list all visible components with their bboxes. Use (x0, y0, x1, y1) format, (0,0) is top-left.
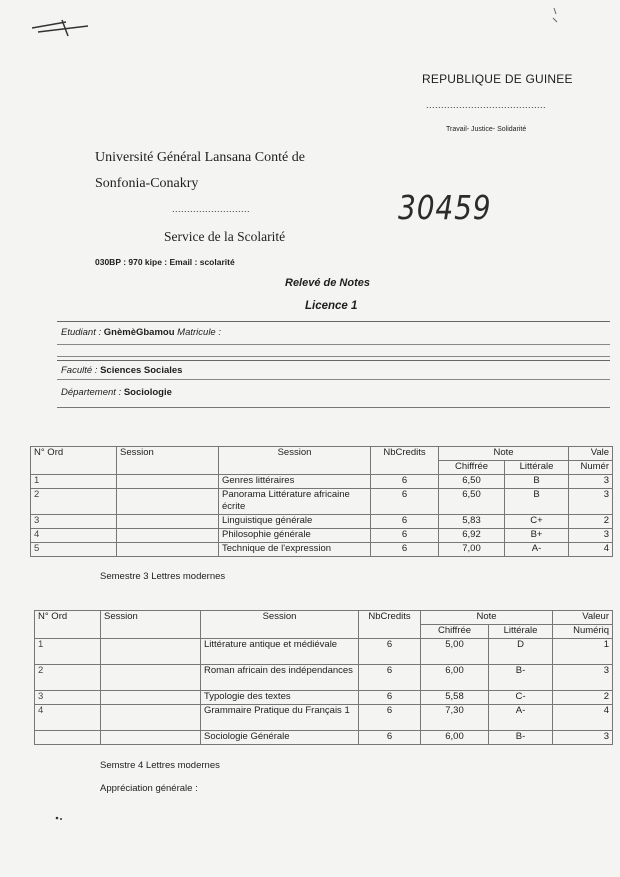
cell-letter: C+ (505, 515, 569, 529)
cell-session (101, 731, 201, 745)
cell-value: 3 (569, 475, 613, 489)
ink-speck (54, 814, 64, 822)
cell-credits: 6 (359, 665, 421, 691)
grades-table-semester-3 (30, 446, 613, 557)
university-name-line1: Université Général Lansana Conté de (95, 150, 305, 165)
header-note: Note (439, 447, 569, 461)
cell-letter: B (505, 475, 569, 489)
cell-course: Technique de l'expression (219, 543, 371, 557)
cell-num: 6,50 (439, 489, 505, 515)
student-name: GnèmèGbamou (103, 327, 175, 338)
document-title: Relevé de Notes (285, 277, 370, 289)
cell-num: 5,58 (421, 691, 489, 705)
cell-course: Genres littéraires (219, 475, 371, 489)
cell-ord: 1 (31, 475, 117, 489)
header-litterale: Littérale (489, 625, 553, 639)
cell-session (117, 543, 219, 557)
cell-value: 4 (569, 543, 613, 557)
header-value-1: Vale (569, 447, 613, 461)
student-box (57, 321, 610, 345)
cell-credits: 6 (371, 489, 439, 515)
header-ord: N° Ord (31, 447, 117, 475)
cell-value: 4 (553, 705, 613, 731)
cell-num: 6,50 (439, 475, 505, 489)
cell-credits: 6 (359, 691, 421, 705)
cell-session (101, 691, 201, 705)
contact-line: 030BP : 970 kipe : Email : scolarité (95, 257, 235, 267)
cell-value: 2 (569, 515, 613, 529)
motto: Travail- Justice- Solidarité (446, 126, 527, 133)
cell-credits: 6 (371, 529, 439, 543)
header-chiffree: Chiffrée (421, 625, 489, 639)
appreciation-label: Appréciation générale : (100, 783, 198, 794)
cell-ord: 2 (31, 489, 117, 515)
table-row (35, 691, 613, 705)
faculty-label: Faculté : (61, 365, 98, 376)
cell-value: 3 (553, 731, 613, 745)
table-row (31, 543, 613, 557)
header-credits: NbCredits (371, 447, 439, 475)
cell-session (101, 639, 201, 665)
service-name: Service de la Scolarité (164, 229, 286, 244)
header-value-2: Numériq (553, 625, 613, 639)
cell-letter: B (505, 489, 569, 515)
cell-ord: 4 (31, 529, 117, 543)
cell-credits: 6 (359, 731, 421, 745)
cell-course: Typologie des textes (201, 691, 359, 705)
cell-num: 6,92 (439, 529, 505, 543)
rule (57, 379, 610, 380)
cell-credits: 6 (359, 639, 421, 665)
cell-num: 6,00 (421, 731, 489, 745)
student-line (61, 327, 221, 338)
cell-credits: 6 (371, 515, 439, 529)
cell-course: Grammaire Pratique du Français 1 (201, 705, 359, 731)
cell-session (117, 489, 219, 515)
republic-heading: REPUBLIQUE DE GUINEE (422, 72, 573, 86)
department-label: Département : (61, 387, 122, 398)
table1-caption: Semestre 3 Lettres modernes (100, 571, 226, 582)
cell-value: 1 (553, 639, 613, 665)
cell-credits: 6 (359, 705, 421, 731)
cell-value: 3 (553, 665, 613, 691)
cell-course: Linguistique générale (219, 515, 371, 529)
cell-course: Roman africain des indépendances (201, 665, 359, 691)
corner-mark (548, 6, 564, 26)
cell-credits: 6 (371, 543, 439, 557)
cell-num: 7,00 (439, 543, 505, 557)
header-session: Session (101, 611, 201, 639)
table-row (35, 731, 613, 745)
student-label: Etudiant : (61, 327, 102, 338)
corner-scribble (28, 14, 98, 44)
grades-table-semester-4 (34, 610, 613, 745)
cell-ord: 3 (35, 691, 101, 705)
header-value-2: Numér (569, 461, 613, 475)
university-dots: .......................... (172, 204, 251, 214)
cell-session (117, 475, 219, 489)
department-value: Sociologie (123, 387, 172, 398)
table-row (31, 515, 613, 529)
republic-dots: ........................................ (426, 100, 547, 110)
cell-credits: 6 (371, 475, 439, 489)
document-level: Licence 1 (305, 300, 358, 312)
cell-num: 5,00 (421, 639, 489, 665)
table-row (35, 639, 613, 665)
header-course: Session (219, 447, 371, 475)
header-note: Note (421, 611, 553, 625)
header-course: Session (201, 611, 359, 639)
table-row (31, 489, 613, 515)
header-ord: N° Ord (35, 611, 101, 639)
cell-ord: 5 (31, 543, 117, 557)
table-row (31, 475, 613, 489)
cell-session (117, 529, 219, 543)
faculty-value: Sciences Sociales (100, 365, 183, 376)
cell-ord: 3 (31, 515, 117, 529)
header-credits: NbCredits (359, 611, 421, 639)
cell-session (101, 705, 201, 731)
handwritten-number: 30459 (398, 188, 492, 227)
table-row (35, 705, 613, 731)
faculty-line (61, 365, 182, 376)
matricule-label: Matricule : (177, 327, 221, 338)
cell-ord: 2 (35, 665, 101, 691)
table-row (31, 529, 613, 543)
cell-letter: B- (489, 665, 553, 691)
department-line (61, 387, 172, 398)
cell-course: Littérature antique et médiévale (201, 639, 359, 665)
cell-num: 7,30 (421, 705, 489, 731)
cell-value: 3 (569, 489, 613, 515)
cell-ord (35, 731, 101, 745)
cell-num: 6,00 (421, 665, 489, 691)
cell-course: Panorama Littérature africaine écrite (219, 489, 371, 515)
table2-caption: Semstre 4 Lettres modernes (100, 760, 220, 771)
cell-letter: B+ (505, 529, 569, 543)
cell-session (117, 515, 219, 529)
cell-course: Sociologie Générale (201, 731, 359, 745)
cell-ord: 1 (35, 639, 101, 665)
cell-value: 2 (553, 691, 613, 705)
table-row (35, 665, 613, 691)
cell-value: 3 (569, 529, 613, 543)
cell-letter: A- (505, 543, 569, 557)
header-litterale: Littérale (505, 461, 569, 475)
cell-ord: 4 (35, 705, 101, 731)
cell-session (101, 665, 201, 691)
rule (57, 356, 610, 357)
university-name-line2: Sonfonia-Conakry (95, 176, 199, 191)
cell-letter: D (489, 639, 553, 665)
header-session: Session (117, 447, 219, 475)
cell-letter: A- (489, 705, 553, 731)
header-chiffree: Chiffrée (439, 461, 505, 475)
cell-letter: C- (489, 691, 553, 705)
header-value-1: Valeur (553, 611, 613, 625)
cell-letter: B- (489, 731, 553, 745)
faculty-box (57, 360, 610, 408)
cell-num: 5,83 (439, 515, 505, 529)
cell-course: Philosophie générale (219, 529, 371, 543)
